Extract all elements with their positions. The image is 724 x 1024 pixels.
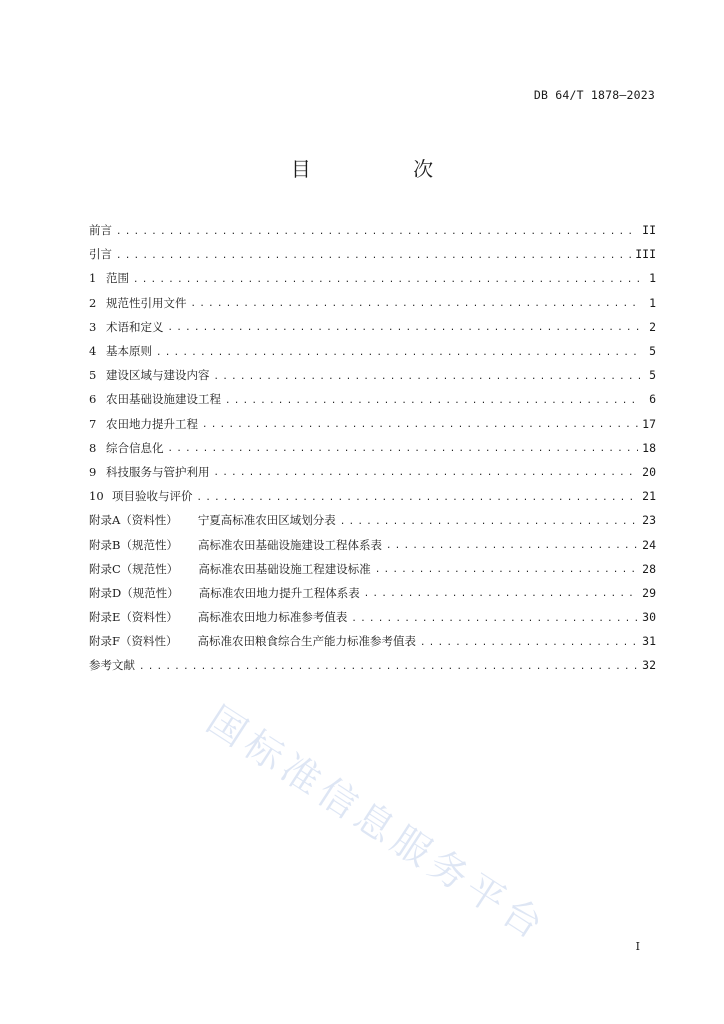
toc-entry-scope[interactable] (89, 266, 656, 290)
toc-entry-foreword[interactable] (89, 218, 656, 242)
toc-section-number: 4 (89, 344, 97, 359)
dot-leader (116, 248, 631, 261)
footer-page-number: I (635, 940, 640, 953)
toc-page-number: 5 (649, 344, 656, 359)
toc-section-number: 10 (89, 489, 104, 504)
toc-section-number: 8 (89, 440, 97, 455)
toc-entry-label: 科技服务与管护利用 (106, 464, 210, 479)
toc-page-number: 6 (649, 392, 656, 407)
toc-entry-subtitle: 高标准农田粮食综合生产能力标准参考值表 (197, 634, 416, 649)
toc-section-number: 9 (89, 464, 97, 479)
dot-leader (364, 586, 638, 599)
toc-entry-appendix-d[interactable] (89, 581, 656, 605)
toc-section-number: 3 (89, 319, 97, 334)
toc-entry-label: 附录D（规范性） (89, 585, 179, 600)
toc-page-number: 21 (642, 489, 656, 504)
toc-entry-label: 引言 (89, 247, 112, 262)
toc-page-number: 23 (642, 513, 656, 528)
dot-leader (139, 659, 638, 672)
dot-leader (375, 562, 638, 575)
toc-entry-label: 基本原则 (106, 344, 152, 359)
toc-entry-label: 农田地力提升工程 (106, 416, 198, 431)
toc-page-number: 1 (649, 295, 656, 310)
toc-entry-appendix-f[interactable] (89, 629, 656, 653)
toc-page-number: 2 (649, 319, 656, 334)
dot-leader (386, 538, 638, 551)
dot-leader (214, 369, 641, 382)
dot-leader (420, 635, 638, 648)
toc-entry-areas[interactable] (89, 363, 656, 387)
dot-leader (197, 490, 639, 503)
toc-entry-label: 附录C（规范性） (89, 561, 179, 576)
toc-page-number: 17 (642, 416, 656, 431)
dot-leader (168, 441, 639, 454)
toc-page-number: 30 (642, 610, 656, 625)
dot-leader (225, 393, 640, 406)
toc-page-number: 18 (642, 440, 656, 455)
toc-entry-terms[interactable] (89, 315, 656, 339)
toc-section-number: 5 (89, 368, 97, 383)
table-of-contents (89, 218, 656, 678)
dot-leader (116, 224, 638, 237)
toc-page-number: 1 (649, 271, 656, 286)
toc-entry-subtitle: 高标准农田地力提升工程体系表 (198, 585, 360, 600)
toc-entry-normative-references[interactable] (89, 291, 656, 315)
toc-entry-label: 建设区域与建设内容 (106, 368, 210, 383)
toc-entry-informatization[interactable] (89, 436, 656, 460)
toc-section-number: 6 (89, 392, 97, 407)
dot-leader (340, 514, 638, 527)
toc-page-number: 29 (642, 585, 656, 600)
standard-number: DB 64/T 1878—2023 (533, 88, 655, 102)
dot-leader (133, 272, 640, 285)
toc-entry-label: 前言 (89, 223, 112, 238)
toc-entry-introduction[interactable] (89, 242, 656, 266)
toc-page-number: 31 (642, 634, 656, 649)
toc-entry-fertility[interactable] (89, 412, 656, 436)
toc-entry-label: 术语和定义 (106, 319, 164, 334)
dot-leader (214, 465, 639, 478)
toc-entry-subtitle: 高标准农田基础设施工程建设标准 (198, 561, 371, 576)
toc-entry-label: 范围 (106, 271, 129, 286)
toc-page-number: II (642, 223, 656, 238)
dot-leader (168, 320, 641, 333)
toc-page-number: 5 (649, 368, 656, 383)
toc-entry-appendix-a[interactable] (89, 508, 656, 532)
toc-entry-label: 附录E（资料性） (89, 610, 178, 625)
watermark-text: 国标准信息服务平台 (199, 697, 556, 951)
dot-leader (156, 345, 640, 358)
toc-entry-subtitle: 高标准农田基础设施建设工程体系表 (197, 537, 382, 552)
dot-leader (351, 611, 638, 624)
toc-entry-appendix-c[interactable] (89, 557, 656, 581)
toc-entry-principles[interactable] (89, 339, 656, 363)
toc-page-number: 32 (642, 658, 656, 673)
toc-entry-subtitle: 宁夏高标准农田区域划分表 (197, 513, 336, 528)
toc-section-number: 7 (89, 416, 97, 431)
toc-entry-acceptance[interactable] (89, 484, 656, 508)
toc-entry-appendix-e[interactable] (89, 605, 656, 629)
toc-page-number: 20 (642, 464, 656, 479)
toc-entry-appendix-b[interactable] (89, 532, 656, 556)
toc-entry-bibliography[interactable] (89, 653, 656, 677)
page-title: 目 次 (290, 157, 482, 181)
toc-page-number: 24 (642, 537, 656, 552)
toc-section-number: 2 (89, 295, 97, 310)
toc-entry-label: 农田基础设施建设工程 (106, 392, 221, 407)
toc-page-number: III (635, 247, 656, 262)
toc-entry-label: 附录B（规范性） (89, 537, 178, 552)
toc-page-number: 28 (642, 561, 656, 576)
dot-leader (191, 296, 641, 309)
toc-entry-label: 附录F（资料性） (89, 634, 178, 649)
toc-entry-label: 附录A（资料性） (89, 513, 178, 528)
toc-entry-label: 规范性引用文件 (106, 295, 187, 310)
toc-entry-infrastructure[interactable] (89, 387, 656, 411)
toc-entry-label: 项目验收与评价 (112, 489, 193, 504)
toc-entry-subtitle: 高标准农田地力标准参考值表 (197, 610, 348, 625)
toc-section-number: 1 (89, 271, 97, 286)
toc-entry-label: 综合信息化 (106, 440, 164, 455)
toc-entry-label: 参考文献 (89, 658, 135, 673)
toc-entry-tech-services[interactable] (89, 460, 656, 484)
dot-leader (202, 417, 638, 430)
